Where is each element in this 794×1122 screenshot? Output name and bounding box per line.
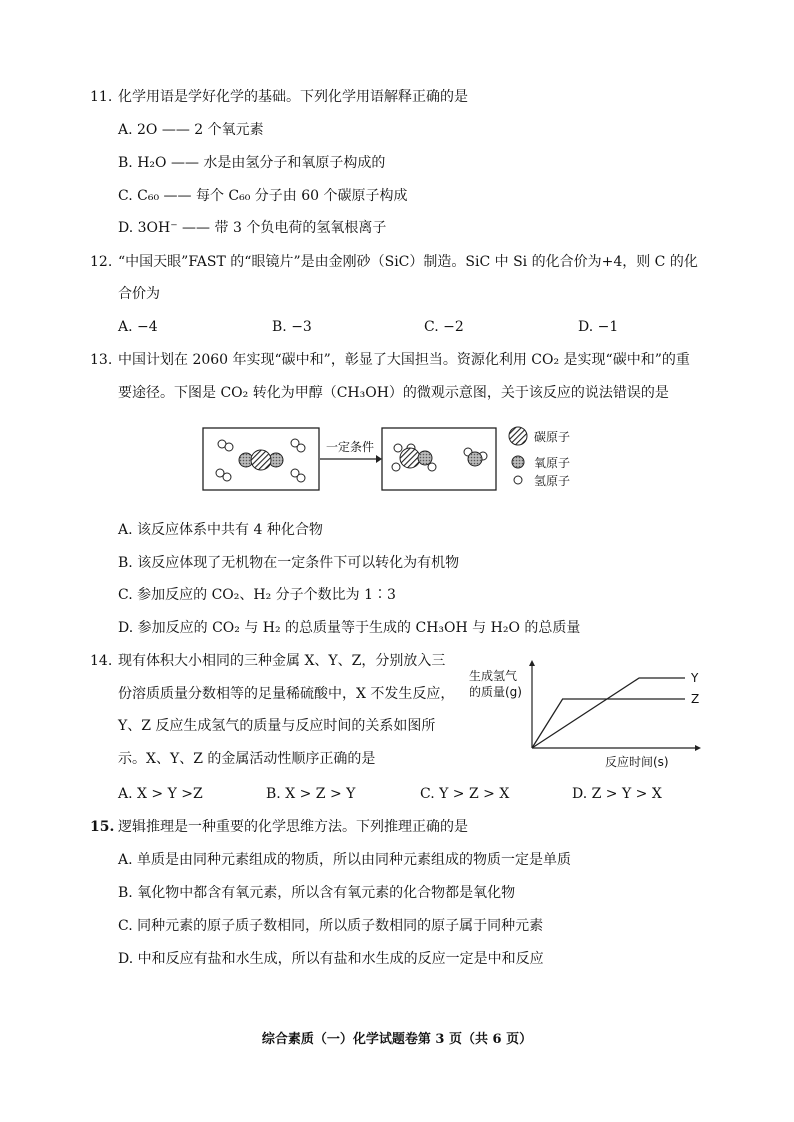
option-c[interactable]: C. Y > Z > X <box>420 786 510 802</box>
hydrogen-atom <box>297 444 305 452</box>
question-stem: 化学用语是学好化学的基础。下列化学用语解释正确的是 <box>118 89 468 105</box>
legend-oxygen: 氧原子 <box>534 456 571 470</box>
hydrogen-atom <box>225 443 233 451</box>
page-footer: 综合素质（一）化学试题卷第 3 页（共 6 页） <box>261 1032 533 1047</box>
carbon-atom <box>251 450 271 470</box>
option-a[interactable]: A. −4 <box>118 319 158 335</box>
arrow-label: 一定条件 <box>325 440 375 454</box>
hydrogen-atom <box>297 474 305 482</box>
question-number: 15. <box>90 819 115 835</box>
option-a[interactable]: A. 该反应体系中共有 4 种化合物 <box>118 522 323 538</box>
option-a[interactable]: A. 单质是由同种元素组成的物质，所以由同种元素组成的物质一定是单质 <box>118 852 572 868</box>
option-c[interactable]: C. −2 <box>424 319 464 335</box>
series-label-y: Y <box>691 671 699 685</box>
question-stem: “中国天眼”FAST 的“眼镜片”是由金刚砂（SiC）制造。SiC 中 Si 的化合价为+4，则 C 的化 <box>118 254 698 270</box>
question-stem-continued: Y、Z 反应生成氢气的质量与反应时间的关系如图所 <box>118 718 436 734</box>
carbon-atom <box>400 448 420 468</box>
option-c[interactable]: C. 同种元素的原子质子数相同，所以质子数相同的原子属于同种元素 <box>118 918 544 934</box>
reaction-diagram <box>200 420 600 500</box>
option-d[interactable]: D. 参加反应的 CO₂ 与 H₂ 的总质量等于生成的 CH₃OH 与 H₂O 的总质量 <box>118 620 581 636</box>
question-number: 13. <box>90 352 113 368</box>
oxygen-atom <box>418 451 432 465</box>
series-line-y <box>532 678 685 748</box>
question-stem: 中国计划在 2060 年实现“碳中和”，彰显了大国担当。资源化利用 CO₂ 是实现“碳中和”的重 <box>118 352 690 368</box>
option-c[interactable]: C. 参加反应的 CO₂、H₂ 分子个数比为 1∶3 <box>118 587 396 603</box>
x-axis-label: 反应时间(s) <box>605 755 669 769</box>
option-b[interactable]: B. X > Z > Y <box>266 786 356 802</box>
question-stem-continued: 合价为 <box>118 286 160 302</box>
hydrogen-legend-icon <box>514 476 522 484</box>
question-number: 14. <box>90 653 113 669</box>
hydrogen-atom <box>392 463 400 471</box>
option-b[interactable]: B. H₂O —— 水是由氢分子和氧原子构成的 <box>118 155 386 171</box>
y-axis-label-line1: 生成氢气 <box>469 669 518 683</box>
oxygen-atom <box>468 452 482 466</box>
hydrogen-atom <box>223 473 231 481</box>
question-number: 12. <box>90 254 113 270</box>
option-b[interactable]: B. 该反应体现了无机物在一定条件下可以转化为有机物 <box>118 555 460 571</box>
question-stem: 现有体积大小相同的三种金属 X、Y、Z，分别放入三 <box>118 653 446 669</box>
option-c[interactable]: C. C₆₀ —— 每个 C₆₀ 分子由 60 个碳原子构成 <box>118 188 408 204</box>
option-b[interactable]: B. 氧化物中都含有氧元素，所以含有氧元素的化合物都是氧化物 <box>118 885 516 901</box>
option-a[interactable]: A. 2O —— 2 个氧元素 <box>118 122 264 138</box>
option-d[interactable]: D. Z > Y > X <box>572 786 662 802</box>
option-d[interactable]: D. −1 <box>578 319 619 335</box>
hydrogen-atom <box>394 444 402 452</box>
legend-hydrogen: 氢原子 <box>534 474 571 488</box>
question-stem-continued: 份溶质质量分数相等的足量稀硫酸中，X 不发生反应， <box>118 686 455 702</box>
y-axis-label-line2: 的质量(g) <box>469 685 522 699</box>
series-label-z: Z <box>691 692 700 706</box>
question-stem-continued: 示。X、Y、Z 的金属活动性顺序正确的是 <box>118 751 376 767</box>
series-line-z <box>532 699 685 748</box>
question-stem-continued: 要途径。下图是 CO₂ 转化为甲醇（CH₃OH）的微观示意图，关于该反应的说法错误的是 <box>118 385 669 401</box>
oxygen-legend-icon <box>512 456 524 468</box>
option-b[interactable]: B. −3 <box>272 319 312 335</box>
option-d[interactable]: D. 中和反应有盐和水生成，所以有盐和水生成的反应一定是中和反应 <box>118 951 544 967</box>
question-number: 11. <box>90 89 113 105</box>
option-d[interactable]: D. 3OH⁻ —— 带 3 个负电荷的氢氧根离子 <box>118 220 387 236</box>
hydrogen-chart <box>465 660 705 772</box>
option-a[interactable]: A. X > Y >Z <box>118 786 203 802</box>
carbon-legend-icon <box>509 427 527 445</box>
question-stem: 逻辑推理是一种重要的化学思维方法。下列推理正确的是 <box>118 819 468 835</box>
legend-carbon: 碳原子 <box>534 430 571 444</box>
